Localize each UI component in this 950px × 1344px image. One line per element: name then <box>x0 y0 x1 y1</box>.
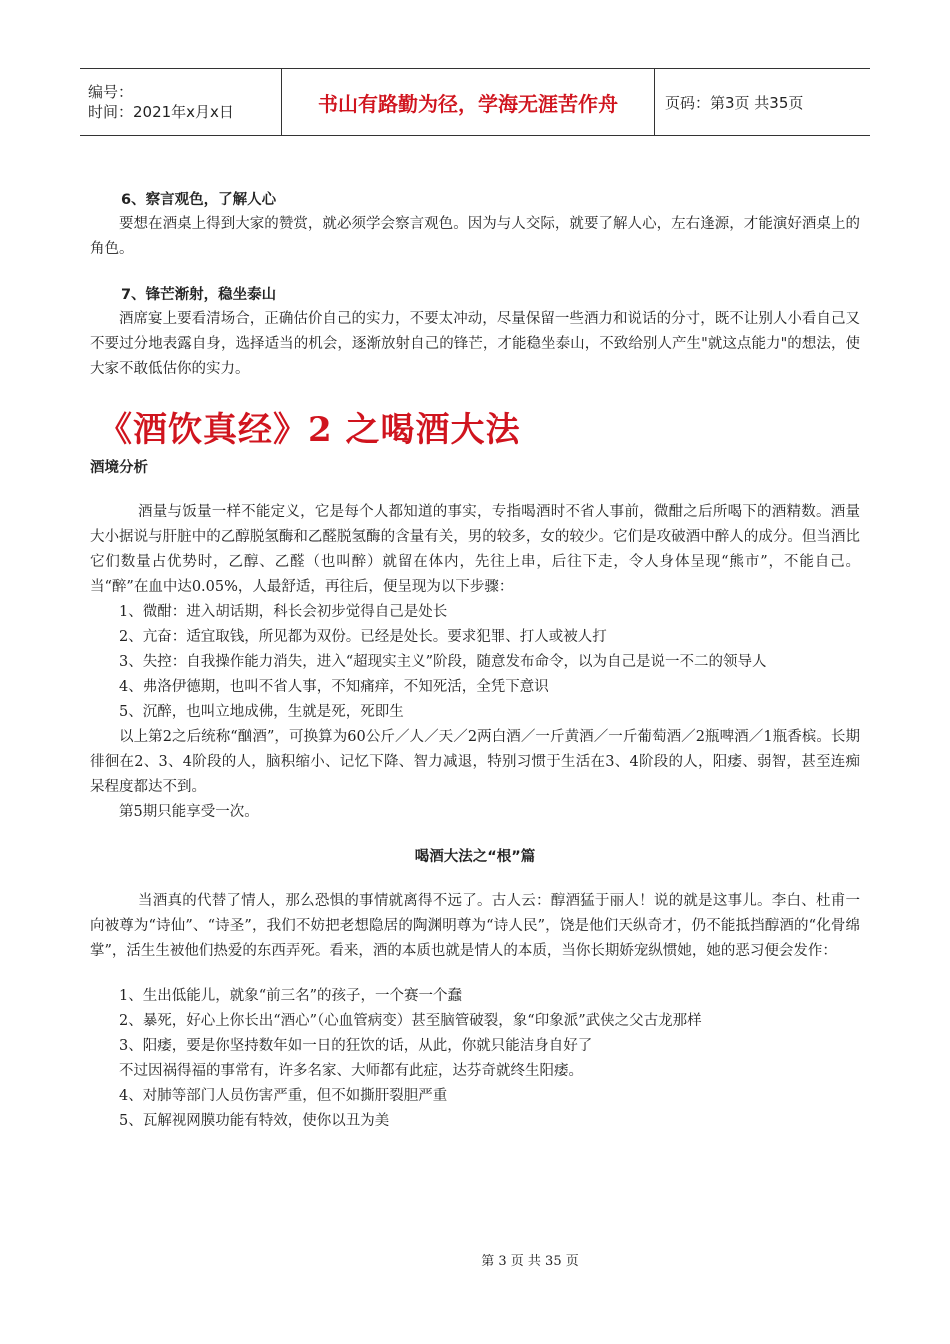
motto-text: 书山有路勤为径，学海无涯苦作舟 <box>318 91 618 116</box>
step-item: 4、弗洛伊德期，也叫不省人事，不知痛痒，不知死活，全凭下意识 <box>119 679 549 695</box>
list-item: 1、生出低能儿，就象“前三名”的孩子，一个赛一个蠢 <box>119 988 463 1004</box>
list-item: 不过因祸得福的事常有，许多名家、大师都有此症，达芬奇就终生阳痿。 <box>119 1063 583 1079</box>
header-page-info <box>655 69 870 135</box>
section-7-heading: 7、锋芒渐射，稳坐泰山 <box>121 287 277 303</box>
page-footer <box>0 1250 950 1269</box>
header-meta <box>80 69 281 135</box>
step-item: 5、沉醉，也叫立地成佛，生就是死，死即生 <box>119 704 404 720</box>
step-item: 1、微酣：进入胡话期，科长会初步觉得自己是处长 <box>119 604 448 620</box>
document-time-label: 时间：2021年x月x日 <box>88 103 234 121</box>
list-item: 3、阳痿，要是你坚持数年如一日的狂饮的话，从此，你就只能洁身自好了 <box>119 1038 593 1054</box>
root-section-heading: 喝酒大法之“根”篇 <box>414 849 536 865</box>
document-body <box>90 188 860 1134</box>
document-title: 《酒饮真经》2 之喝酒大法 <box>98 410 521 450</box>
section-6-heading: 6、察言观色，了解人心 <box>121 192 277 208</box>
analysis-heading: 酒境分析 <box>90 460 148 476</box>
footer-page-number: 第 3 页 共 35 页 <box>481 1254 579 1269</box>
list-item: 2、暴死，好心上你长出“酒心”（心血管病变）甚至脑管破裂，象“印象派”武侠之父古龙那样 <box>119 1013 702 1029</box>
page-header <box>80 68 870 136</box>
root-section-intro: 当酒真的代替了情人，那么恐惧的事情就离得不远了。古人云：醇酒猛于丽人！说的就是这事儿。李白、杜甫一向被尊为“诗仙”、“诗圣”，我们不妨把老想隐居的陶渊明尊为“诗人民”，饶是他们天纵奇才，仍不能抵挡醇酒的“化骨绵掌”，活生生被他们热爱的东西弄死。看来，酒的本质也就是情人的本质，当你长期娇宠纵惯她，她的恶习便会发作： <box>90 893 860 959</box>
analysis-intro-paragraph: 酒量与饭量一样不能定义，它是每个人都知道的事实，专指喝酒时不省人事前，微酣之后所喝下的酒精数。酒量大小据说与肝脏中的乙醇脱氢酶和乙醛脱氢酶的含量有关，男的较多，女的较少。它们是攻破酒中醉人的成分。但当酒比它们数量占优势时，乙醇、乙醛（也叫醉）就留在体内，先往上串，后往下走，令人身体呈现“熊市”，不能自己。当“醉”在血中达0.05%，人最舒适，再往后，便呈现为以下步骤： <box>90 504 860 595</box>
step-item: 3、失控：自我操作能力消失，进入“超现实主义”阶段，随意发布命令，以为自己是说一不二的领导人 <box>119 654 767 670</box>
analysis-note: 第5期只能享受一次。 <box>119 804 259 820</box>
list-item: 5、瓦解视网膜功能有特效，使你以丑为美 <box>119 1113 390 1129</box>
analysis-summary-paragraph: 以上第2之后统称“酗酒”，可换算为60公斤／人／天／2两白酒／一斤黄酒／一斤葡萄酒／2瓶啤酒／1瓶香槟。长期徘徊在2、3、4阶段的人，脑积缩小、记忆下降、智力减退，特别习惯于生活在3、4阶段的人，阳痿、弱智，甚至连痴呆程度都达不到。 <box>90 729 860 795</box>
section-6-paragraph: 要想在酒桌上得到大家的赞赏，就必须学会察言观色。因为与人交际，就要了解人心，左右逢源，才能演好酒桌上的角色。 <box>90 216 860 257</box>
list-item: 4、对肺等部门人员伤害严重，但不如撕肝裂胆严重 <box>119 1088 448 1104</box>
header-motto <box>281 69 655 135</box>
step-item: 2、亢奋：适宜取钱，所见都为双份。已经是处长。要求犯罪、打人或被人打 <box>119 629 607 645</box>
document-number-label: 编号： <box>88 83 134 101</box>
page-info-text: 页码：第3页 共35页 <box>665 93 804 112</box>
section-7-paragraph: 酒席宴上要看清场合，正确估价自己的实力，不要太冲动，尽量保留一些酒力和说话的分寸，既不让别人小看自己又不要过分地表露自身，选择适当的机会，逐渐放射自己的锋芒，才能稳坐泰山，不致给别人产生"就这点能力"的想法，使大家不敢低估你的实力。 <box>90 311 860 377</box>
